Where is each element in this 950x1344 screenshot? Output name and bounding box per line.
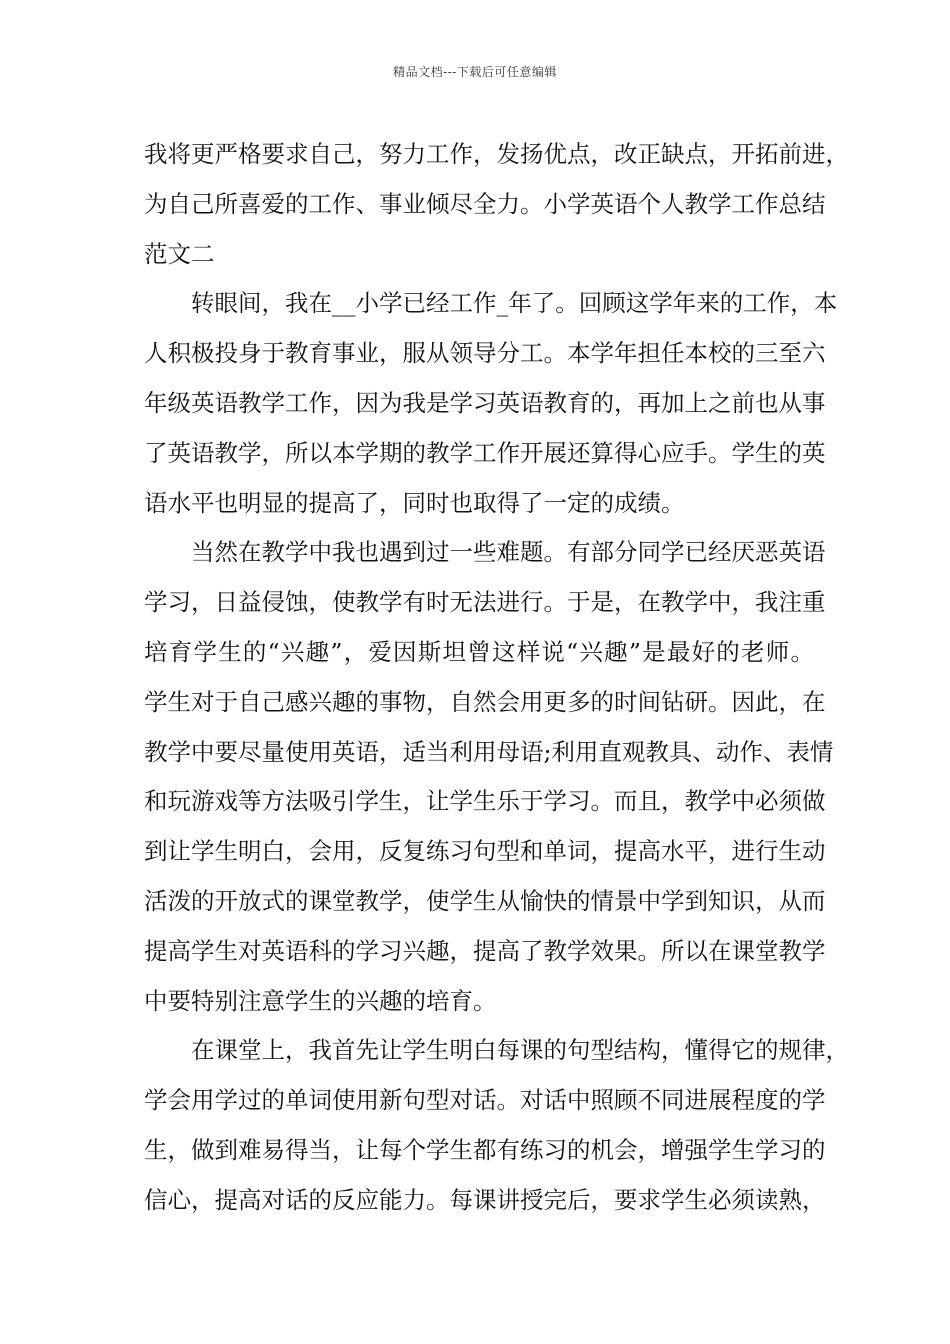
text-line: 学会用学过的单词使用新句型对话。对话中照顾不同进展程度的学 [144, 1086, 826, 1115]
text-line: 人积极投身于教育事业，服从领导分工。本学年担任本校的三至六 [144, 339, 826, 368]
text-line: 当然在教学中我也遇到过一些难题。有部分同学已经厌恶英语 [191, 538, 826, 567]
text-line: 教学中要尽量使用英语，适当利用母语;利用直观教具、动作、表情 [144, 737, 834, 766]
text-line: 提高学生对英语科的学习兴趣，提高了教学效果。所以在课堂教学 [144, 936, 826, 965]
document-body [144, 130, 849, 1226]
text-line: 学生对于自己感兴趣的事物，自然会用更多的时间钻研。因此，在 [144, 687, 826, 716]
text-line: 信心，提高对话的反应能力。每课讲授完后，要求学生必须读熟， [144, 1185, 826, 1214]
text-line: 到让学生明白，会用，反复练习句型和单词，提高水平，进行生动 [144, 837, 826, 866]
text-line: 培育学生的“兴趣”，爱因斯坦曾这样说“兴趣”是最好的老师。 [144, 637, 814, 666]
text-line: 年级英语教学工作，因为我是学习英语教育的，再加上之前也从事 [144, 388, 826, 417]
text-line: 和玩游戏等方法吸引学生，让学生乐于学习。而且，教学中必须做 [144, 787, 826, 816]
text-line: 学习，日益侵蚀，使教学有时无法进行。于是，在教学中，我注重 [144, 588, 826, 617]
text-line: 转眼间，我在__小学已经工作_年了。回顾这学年来的工作，本 [191, 289, 838, 318]
text-line: 为自己所喜爱的工作、事业倾尽全力。小学英语个人教学工作总结 [144, 189, 826, 218]
text-line: 在课堂上，我首先让学生明白每课的句型结构，懂得它的规律， [191, 1036, 849, 1065]
page-header: 精品文档---下载后可任意编辑 [393, 65, 557, 79]
text-line: 范文二 [144, 239, 215, 268]
text-line: 活泼的开放式的课堂教学，使学生从愉快的情景中学到知识，从而 [144, 886, 826, 915]
text-line: 语水平也明显的提高了，同时也取得了一定的成绩。 [144, 488, 685, 517]
text-line: 了英语教学，所以本学期的教学工作开展还算得心应手。学生的英 [144, 438, 826, 467]
text-line: 中要特别注意学生的兴趣的培育。 [144, 986, 497, 1015]
text-line: 我将更严格要求自己，努力工作，发扬优点，改正缺点，开拓前进， [144, 140, 849, 168]
text-line: 生，做到难易得当，让每个学生都有练习的机会，增强学生学习的 [144, 1135, 826, 1164]
